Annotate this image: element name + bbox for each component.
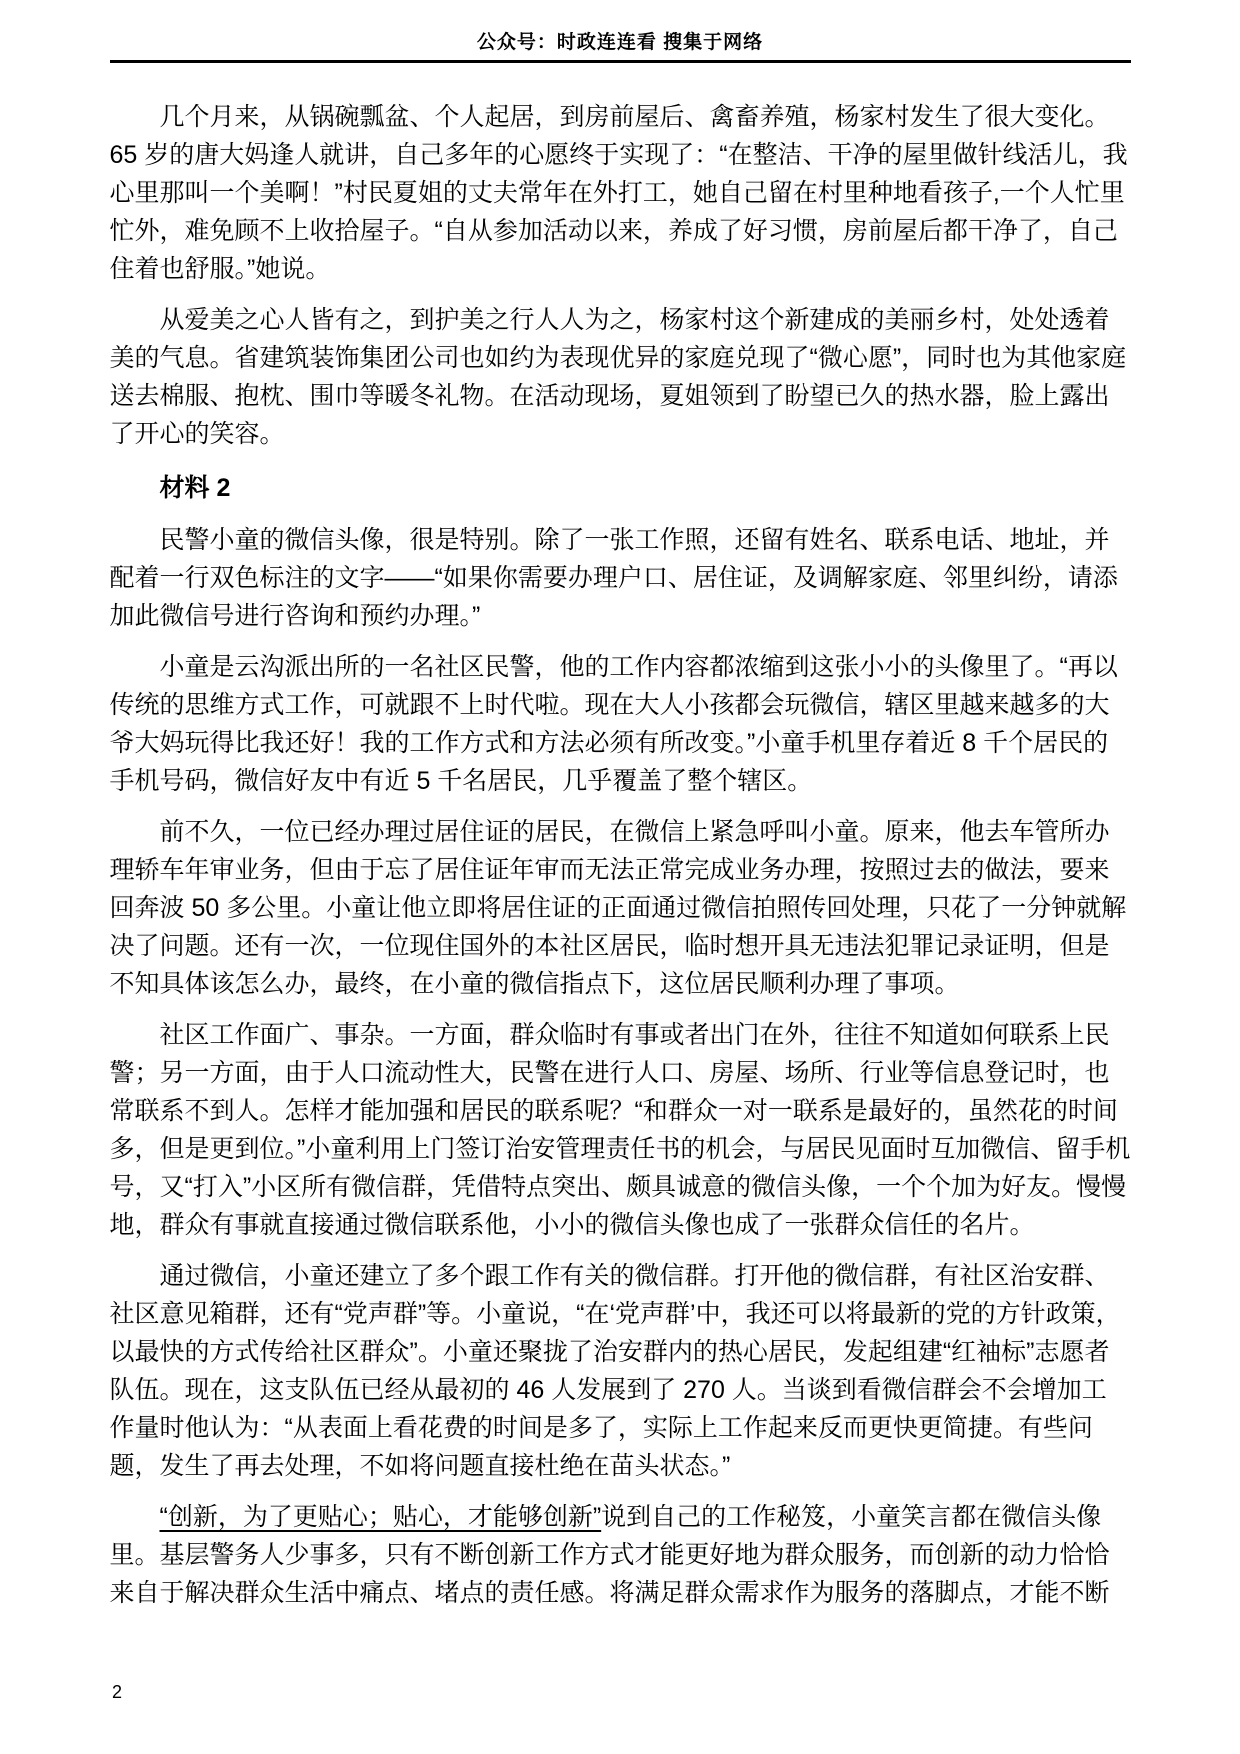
- paragraph-village-changes: 几个月来，从锅碗瓢盆、个人起居，到房前屋后、禽畜养殖，杨家村发生了很大变化。65 岁的唐大妈逢人就讲，自己多年的心愿终于实现了：“在整洁、干净的屋里做针线活儿，我心里那叫一个美啊！”村民夏姐的丈夫常年在外打工，她自己留在村里种地看孩子,一个人忙里忙外，难免顾不上收拾屋子。“自从参加活动以来，养成了好习惯，房前屋后都干净了，自己住着也舒服。”她说。: [109, 103, 1128, 283]
- page-header: [0, 0, 1240, 63]
- paragraph-innovation-secret: [110, 1498, 1131, 1612]
- innovation-paragraph-rest: 说到自己的工作秘笈，小童笑言都在微信头像里。基层警务人少事多，只有不断创新工作方式才能更好地为群众服务，而创新的动力恰恰来自于解决群众生活中痛点、堵点的责任感。将满足群众需求作为服务的落脚点，才能不断: [109, 1503, 1110, 1607]
- page-header-title: 公众号：时政连连看 搜集于网络: [476, 32, 764, 53]
- page-number: 2: [112, 1682, 123, 1702]
- paragraph-beauty-rewards: 从爱美之心人皆有之，到护美之行人人为之，杨家村这个新建成的美丽乡村，处处透着美的气息。省建筑装饰集团公司也如约为表现优异的家庭兑现了“微心愿”，同时也为其他家庭送去棉服、抱枕、围巾等暖冬礼物。在活动现场，夏姐领到了盼望已久的热水器，脸上露出了开心的笑容。: [109, 306, 1127, 448]
- paragraph-community-officer: 小童是云沟派出所的一名社区民警，他的工作内容都浓缩到这张小小的头像里了。“再以传统的思维方式工作，可就跟不上时代啦。现在大人小孩都会玩微信，辖区里越来越多的大爷大妈玩得比我还好！我的工作方式和方法必须有所改变。”小童手机里存着近 8 千个居民的手机号码，微信好友中有近 5 千名居民，几乎覆盖了整个辖区。: [109, 653, 1118, 795]
- material-2-heading: 材料 2: [159, 474, 231, 502]
- paragraph-residence-permit-case: 前不久，一位已经办理过居住证的居民，在微信上紧急呼叫小童。原来，他去车管所办理轿车年审业务，但由于忘了居住证年审而无法正常完成业务办理，按照过去的做法，要来回奔波 50 多公里。小童让他立即将居住证的正面通过微信拍照传回处理，只花了一分钟就解决了问题。还有一次，一位现住国外的本社区居民，临时想开具无违法犯罪记录证明，但是不知具体该怎么办，最终，在小童的微信指点下，这位居民顺利办理了事项。: [109, 818, 1127, 998]
- paragraph-wechat-groups: 通过微信，小童还建立了多个跟工作有关的微信群。打开他的微信群，有社区治安群、社区意见箱群，还有“党声群”等。小童说，“在‘党声群’中，我还可以将最新的党的方针政策，以最快的方式传给社区群众”。小童还聚拢了治安群内的热心居民，发起组建“红袖标”志愿者队伍。现在，这支队伍已经从最初的 46 人发展到了 270 人。当谈到看微信群会不会增加工作量时他认为：“从表面上看花费的时间是多了，实际上工作起来反而更快更简捷。有些问题，发生了再去处理，不如将问题直接杜绝在苗头状态。”: [109, 1262, 1121, 1480]
- document-body: [110, 63, 1131, 1612]
- paragraph-community-work: 社区工作面广、事杂。一方面，群众临时有事或者出门在外，往往不知道如何联系上民警；另一方面，由于人口流动性大，民警在进行人口、房屋、场所、行业等信息登记时，也常联系不到人。怎样才能加强和居民的联系呢？“和群众一对一联系是最好的，虽然花的时间多，但是更到位。”小童利用上门签订治安管理责任书的机会，与居民见面时互加微信、留手机号，又“打入”小区所有微信群，凭借特点突出、颇具诚意的微信头像，一个个加为好友。慢慢地，群众有事就直接通过微信联系他，小小的微信头像也成了一张群众信任的名片。: [109, 1021, 1131, 1239]
- underlined-innovation-quote: “创新，为了更贴心；贴心，才能够创新”: [159, 1503, 602, 1531]
- paragraph-wechat-avatar: 民警小童的微信头像，很是特别。除了一张工作照，还留有姓名、联系电话、地址，并配着一行双色标注的文字——“如果你需要办理户口、居住证，及调解家庭、邻里纠纷，请添加此微信号进行咨询和预约办理。”: [109, 526, 1118, 630]
